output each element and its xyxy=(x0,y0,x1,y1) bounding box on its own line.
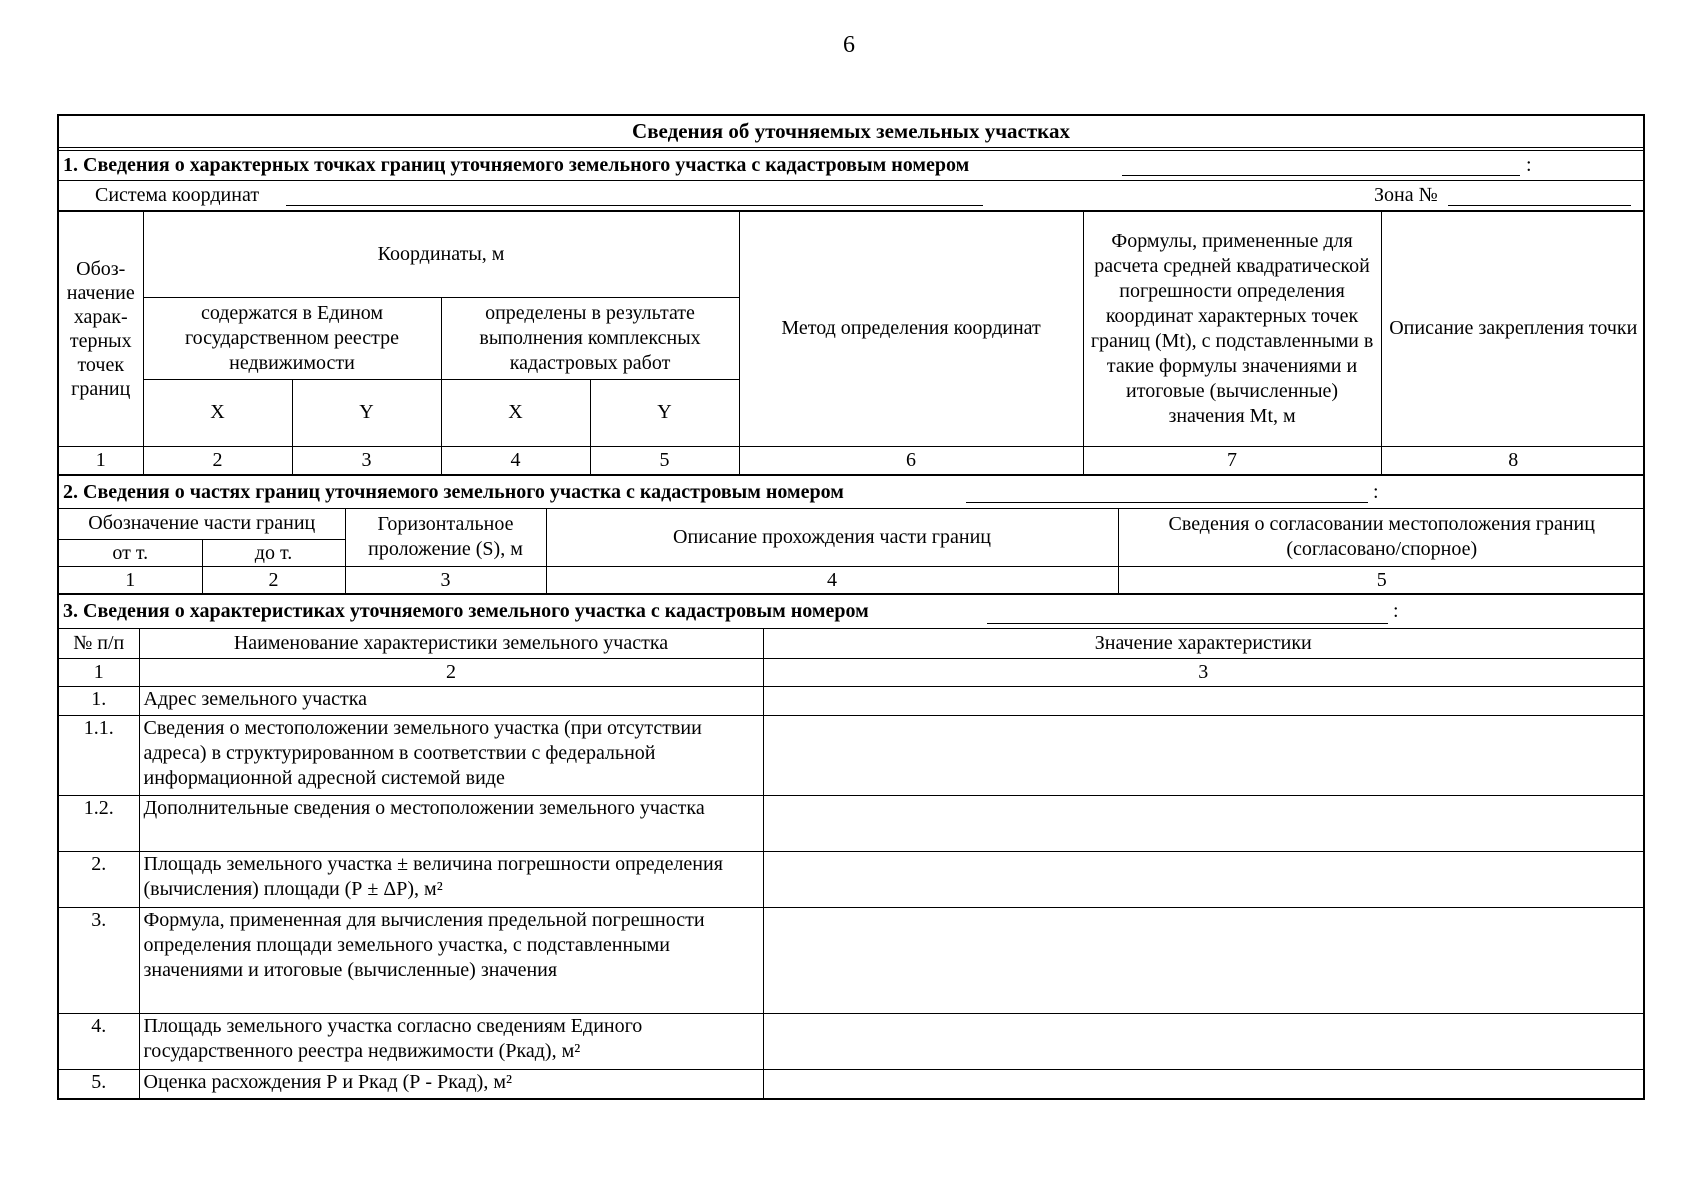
column-number: 1 xyxy=(59,567,202,594)
table-row xyxy=(59,715,1643,795)
part-designation-header: Обозначение части границ xyxy=(59,509,345,540)
characteristic-name-header: Наименование характеристики земельного участка xyxy=(139,629,763,658)
table-row xyxy=(59,1013,1643,1069)
characteristic-name: Оценка расхождения Р и Ркад (Р - Ркад), м² xyxy=(139,1069,763,1098)
characteristic-name: Площадь земельного участка согласно сведениям Единого государственного реестра недвижимости (Ркад), м² xyxy=(139,1013,763,1069)
characteristic-value-field[interactable] xyxy=(763,907,1643,1013)
table-row xyxy=(59,851,1643,907)
formulas-header: Формулы, примененные для расчета средней квадратической погрешности определения координат характерных точек границ (Mt), с подставленными в такие формулы значениями и итоговые (вычисленные) значения Mt, м xyxy=(1083,212,1381,446)
column-number: 2 xyxy=(202,567,345,594)
coordinate-system-field[interactable] xyxy=(286,185,983,206)
zone-label: Зона № xyxy=(1374,184,1438,206)
column-number: 2 xyxy=(143,446,292,474)
characteristic-name: Дополнительные сведения о местоположении земельного участка xyxy=(139,795,763,851)
colon-2: : xyxy=(1373,480,1379,503)
cadastral-number-field-2[interactable] xyxy=(966,480,1368,503)
row-number: 2. xyxy=(59,851,139,907)
from-point-header: от т. xyxy=(59,540,202,567)
column-number: 1 xyxy=(59,658,139,686)
characteristic-value-field[interactable] xyxy=(763,686,1643,715)
characteristic-name: Адрес земельного участка xyxy=(139,686,763,715)
table-row xyxy=(59,795,1643,851)
characteristic-value-field[interactable] xyxy=(763,1013,1643,1069)
section-2-heading xyxy=(59,475,1643,509)
characteristic-name: Формула, примененная для вычисления предельной погрешности определения площади земельного участка, с подставленными значениями и итоговые (вычисленные) значения xyxy=(139,907,763,1013)
row-number: 4. xyxy=(59,1013,139,1069)
agreement-header: Сведения о согласовании местоположения границ (согласовано/спорное) xyxy=(1118,509,1645,567)
section-1-heading-text: 1. Сведения о характерных точках границ уточняемого земельного участка с кадастровым номером xyxy=(63,154,970,176)
horizontal-layout-header: Горизонтальное проложение (S), м xyxy=(345,509,546,567)
section-3-heading-text: 3. Сведения о характеристиках уточняемого земельного участка с кадастровым номером xyxy=(63,600,869,622)
table-row xyxy=(59,907,1643,1013)
coordinate-system-row xyxy=(59,181,1643,212)
row-number: 3. xyxy=(59,907,139,1013)
row-number: 1.2. xyxy=(59,795,139,851)
zone-number-field[interactable] xyxy=(1448,185,1631,206)
section-1-heading xyxy=(59,151,1643,181)
row-number: 1. xyxy=(59,686,139,715)
colon-1: : xyxy=(1526,154,1532,176)
page-number: 6 xyxy=(843,32,855,58)
column-number: 4 xyxy=(441,446,590,474)
row-number: 5. xyxy=(59,1069,139,1098)
characteristic-name: Сведения о местоположении земельного участка (при отсутствии адреса) в структурированном в соответствии с федеральной информационной адресной системой виде xyxy=(139,715,763,795)
form-title: Сведения об уточняемых земельных участках xyxy=(59,116,1643,151)
land-plots-form xyxy=(57,114,1645,1100)
table-row xyxy=(59,686,1643,715)
boundary-description-header: Описание прохождения части границ xyxy=(546,509,1118,567)
column-number: 5 xyxy=(590,446,739,474)
column-number: 6 xyxy=(739,446,1083,474)
coordinates-header: Координаты, м xyxy=(143,212,739,297)
column-number: 7 xyxy=(1083,446,1381,474)
row-number: 1.1. xyxy=(59,715,139,795)
characteristics-table xyxy=(59,629,1643,1098)
designation-header: Обоз-начение харак-терных точек границ xyxy=(59,212,143,446)
column-number: 2 xyxy=(139,658,763,686)
cadastral-number-field-3[interactable] xyxy=(987,599,1388,624)
coordinate-system-label: Система координат xyxy=(95,184,260,206)
y-header-egrn: Y xyxy=(292,379,441,446)
characteristic-value-field[interactable] xyxy=(763,795,1643,851)
column-number: 3 xyxy=(292,446,441,474)
x-header-complex: X xyxy=(441,379,590,446)
egrn-coordinates-header: содержатся в Едином государственном реестре недвижимости xyxy=(143,297,441,379)
colon-3: : xyxy=(1393,600,1399,622)
y-header-complex: Y xyxy=(590,379,739,446)
section-2-heading-text: 2. Сведения о частях границ уточняемого земельного участка с кадастровым номером xyxy=(63,480,844,503)
characteristic-value-field[interactable] xyxy=(763,1069,1643,1098)
column-number: 8 xyxy=(1381,446,1645,474)
column-number: 5 xyxy=(1118,567,1645,594)
boundary-parts-table xyxy=(59,509,1645,595)
characteristic-name: Площадь земельного участка ± величина погрешности определения (вычисления) площади (Р ± ΔР), м² xyxy=(139,851,763,907)
method-header: Метод определения координат xyxy=(739,212,1083,446)
boundary-points-table xyxy=(59,212,1645,475)
characteristic-value-field[interactable] xyxy=(763,851,1643,907)
column-number: 3 xyxy=(763,658,1643,686)
cadastral-number-field-1[interactable] xyxy=(1122,155,1520,176)
characteristic-value-header: Значение характеристики xyxy=(763,629,1643,658)
table-row xyxy=(59,1069,1643,1098)
column-number: 1 xyxy=(59,446,143,474)
complex-works-coordinates-header: определены в результате выполнения комплексных кадастровых работ xyxy=(441,297,739,379)
column-number: 3 xyxy=(345,567,546,594)
column-number: 4 xyxy=(546,567,1118,594)
to-point-header: до т. xyxy=(202,540,345,567)
fixing-description-header: Описание закрепления точки xyxy=(1381,212,1645,446)
number-header: № п/п xyxy=(59,629,139,658)
x-header-egrn: X xyxy=(143,379,292,446)
section-3-heading xyxy=(59,594,1643,629)
characteristic-value-field[interactable] xyxy=(763,715,1643,795)
